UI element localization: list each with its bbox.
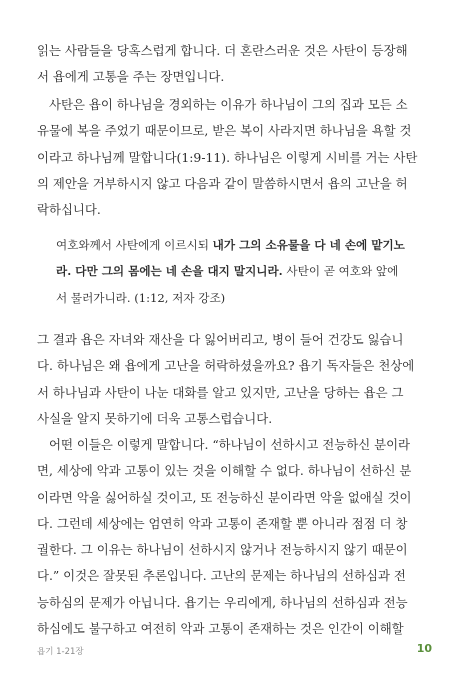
text-line: 서 욥에게 고통을 주는 장면입니다. [37,69,225,85]
paragraph-3 [37,327,429,432]
text-line: 다.” 이것은 잘못된 추론입니다. 고난의 문제는 하나님의 선하심과 전 [37,568,406,584]
text-line: 궐한다. 그 이유는 하나님이 선하시지 않거나 전능하시지 않기 때문이 [37,542,408,558]
text-line: 락하십니다. [37,202,101,218]
text-line: 사실을 알지 못하기에 더욱 고통스럽습니다. [37,410,273,426]
text-line: 읽는 사람들을 당혹스럽게 합니다. 더 혼란스러운 것은 사탄이 등장해 [37,43,408,58]
scripture-quote [56,232,424,311]
quote-text: 사탄이 곧 여호와 앞에 [282,264,399,279]
page-number: 10 [416,642,432,655]
text-line: 의 제안을 거부하시지 않고 다음과 같이 말씀하시면서 욥의 고난을 허 [37,175,408,191]
quote-text: 여호와께서 사탄에게 이르시되 [56,238,213,252]
quote-line [56,232,424,258]
quote-line: 서 물러가니라. (1:12, 저자 강조) [56,290,226,305]
text-line: 이라고 하나님께 말합니다(1:9-11). 하나님은 이렇게 시비를 거는 사탄 [37,149,418,165]
running-footer-title: 욥기 1-21장 [37,647,84,657]
text-line: 사탄은 욥이 하나님을 경외하는 이유가 하나님이 그의 집과 모든 소 [49,97,408,112]
quote-line [56,258,424,284]
text-line: 면, 세상에 악과 고통이 있는 것을 이해할 수 없다. 하나님이 선하신 분 [37,463,412,479]
quote-emphasis: 라. 다만 그의 몸에는 네 손을 대지 말지니라. [56,264,283,279]
text-line: 서 하나님과 사탄이 나눈 대화를 알고 있지만, 고난을 당하는 욥은 그 [37,384,404,400]
text-line: 하심에도 불구하고 여전히 악과 고통이 존재하는 것은 인간이 이해할 [37,621,404,637]
text-line: 다. 하나님은 왜 욥에게 고난을 허락하셨을까요? 욥기 독자들은 천상에 [37,358,415,374]
paragraph-4 [37,432,429,642]
text-line: 그 결과 욥은 자녀와 재산을 다 잃어버리고, 병이 들어 건강도 잃습니 [37,332,404,347]
paragraph-2 [37,92,429,223]
quote-emphasis: 내가 그의 소유물을 다 네 손에 맡기노 [212,238,405,252]
text-line: 어떤 이들은 이렇게 말합니다. “하나님이 선하시고 전능하신 분이라 [49,437,411,452]
text-line: 능하심의 문제가 아닙니다. 욥기는 우리에게, 하나님의 선하심과 전능 [37,594,408,610]
text-line: 다. 그런데 세상에는 엄연히 악과 고통이 존재할 뿐 아니라 점점 더 창 [37,515,408,531]
paragraph-1 [37,38,429,91]
text-line: 유물에 복을 주었기 때문이므로, 받은 복이 사라지면 하나님을 욕할 것 [37,123,412,139]
text-line: 이라면 악을 싫어하실 것이고, 또 전능하신 분이라면 악을 없애실 것이 [37,489,412,505]
